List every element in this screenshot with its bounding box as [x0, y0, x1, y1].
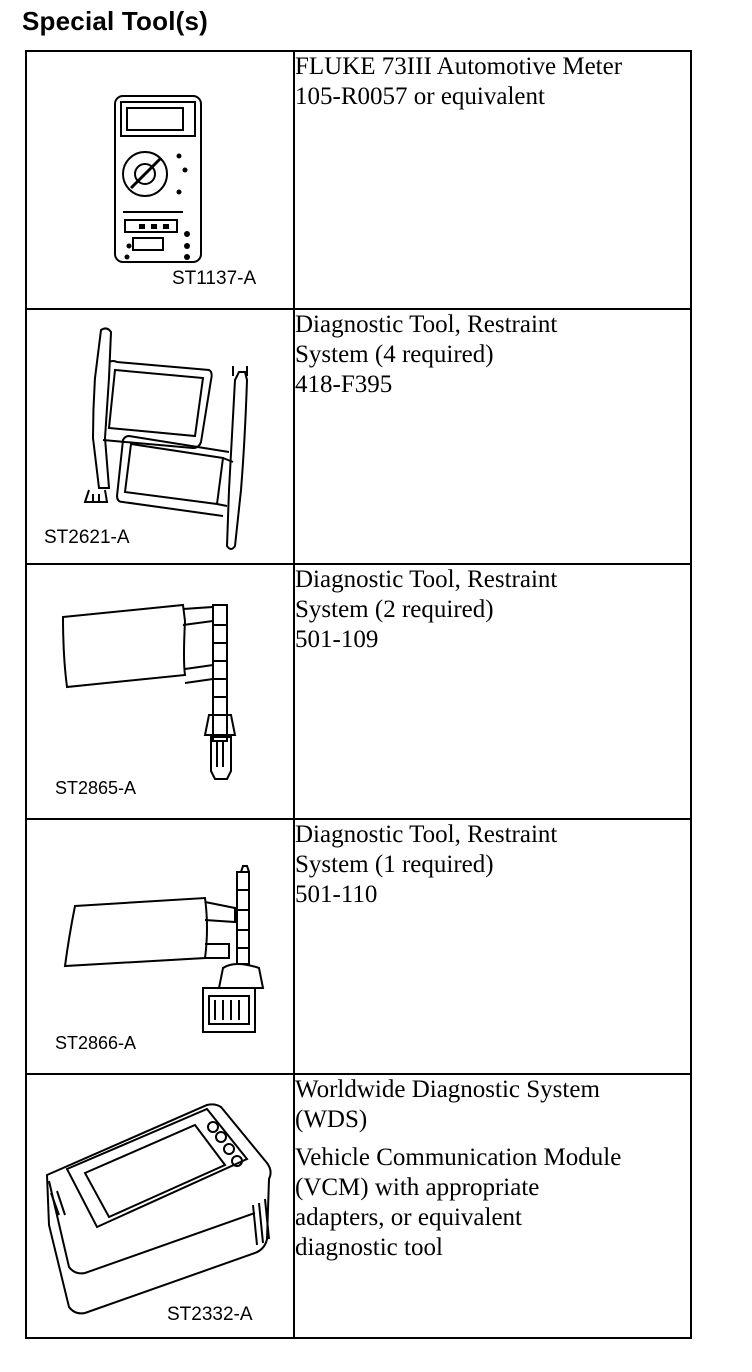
description-line: Diagnostic Tool, Restraint: [295, 821, 558, 848]
table-row: [26, 1074, 691, 1338]
description-line: System (1 required): [295, 851, 494, 878]
page-title: Special Tool(s): [22, 6, 208, 36]
tool-code: ST2866-A: [55, 1033, 137, 1053]
tool-code: ST2865-A: [55, 778, 137, 798]
table-row: [26, 564, 691, 819]
description-line: Vehicle Communication Module: [295, 1144, 622, 1171]
description-line: adapters, or equivalent: [295, 1204, 522, 1231]
tool-illustration-cell: [26, 1074, 294, 1338]
tool-description: [294, 51, 691, 309]
description-line: 105-R0057 or equivalent: [295, 83, 545, 110]
description-line: (VCM) with appropriate: [295, 1174, 540, 1201]
description-line: 418-F395: [295, 371, 393, 398]
tool-code: ST2621-A: [44, 527, 130, 548]
description-line: FLUKE 73III Automotive Meter: [295, 53, 623, 80]
tool-illustration-cell: [26, 819, 294, 1074]
table-row: [26, 819, 691, 1074]
description-line: diagnostic tool: [295, 1234, 443, 1261]
description-line: System (4 required): [295, 341, 494, 368]
tool-illustration-cell: [26, 564, 294, 819]
tool-description: [294, 819, 691, 1074]
tool-code: ST2332-A: [167, 1304, 253, 1325]
description-line: (WDS): [295, 1106, 368, 1133]
description-line: Diagnostic Tool, Restraint: [295, 311, 558, 338]
tool-illustration-cell: [26, 309, 294, 564]
tool-description: [294, 1074, 691, 1338]
tool-description: [294, 309, 691, 564]
special-tools-table: [25, 50, 692, 1339]
description-line: Diagnostic Tool, Restraint: [295, 566, 558, 593]
restraint-diagnostic-tool-icon: [27, 310, 293, 563]
tool-illustration-cell: [26, 51, 294, 309]
tool-description: [294, 564, 691, 819]
description-line: 501-110: [295, 881, 378, 908]
wds-scan-tool-icon: [27, 1075, 293, 1337]
description-line: 501-109: [295, 626, 379, 653]
description-line: System (2 required): [295, 596, 494, 623]
description-paragraph: [295, 1143, 690, 1263]
table-row: [26, 309, 691, 564]
tool-code: ST1137-A: [172, 268, 257, 289]
table-row: [26, 51, 691, 309]
description-line: Worldwide Diagnostic System: [295, 1076, 600, 1103]
